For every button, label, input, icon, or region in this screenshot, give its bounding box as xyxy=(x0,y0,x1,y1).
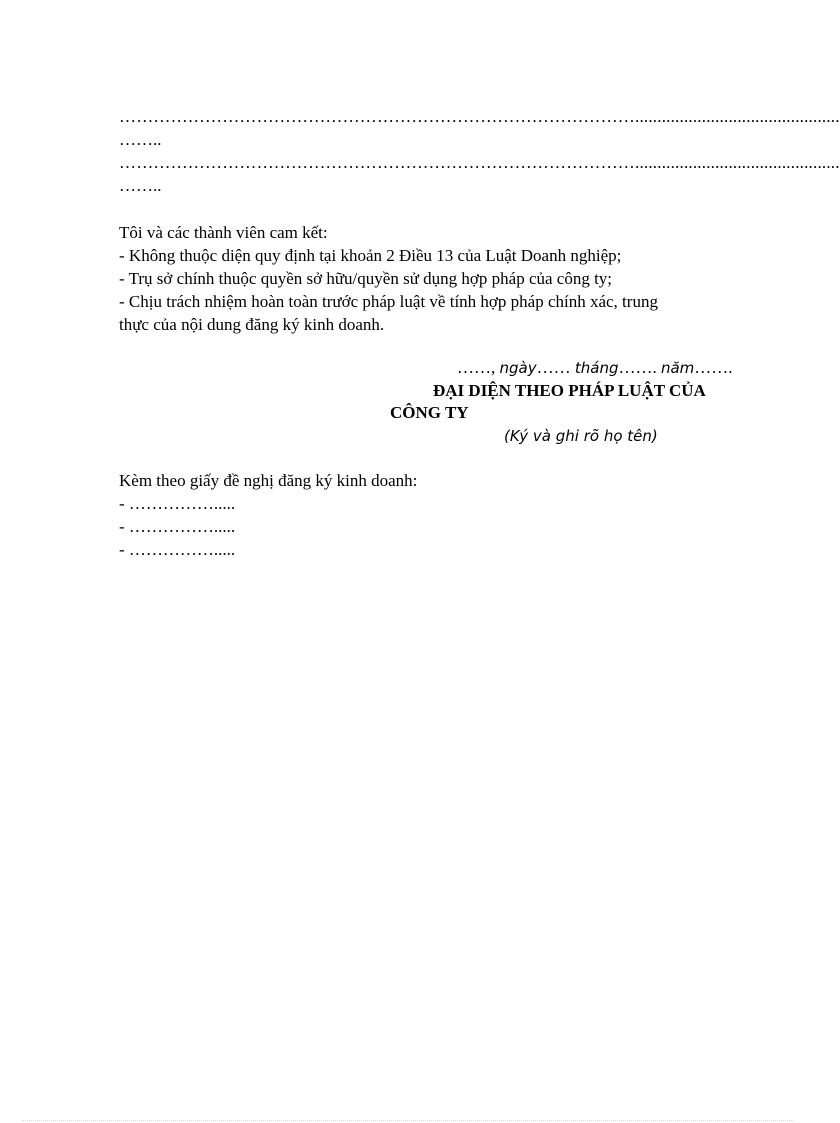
commitment-item-1: - Không thuộc diện quy định tại khoản 2 Điều 13 của Luật Doanh nghiệp; xyxy=(119,246,622,265)
attachment-item: - ……………..... xyxy=(119,540,236,559)
commitment-item-2: - Trụ sở chính thuộc quyền sở hữu/quyền sử dụng hợp pháp của công ty; xyxy=(119,269,613,288)
commitment-section xyxy=(119,221,719,336)
fill-line-1-continuation: …….. xyxy=(119,130,162,149)
page-bottom-divider xyxy=(22,1120,794,1121)
date-thang-label: tháng xyxy=(574,359,619,377)
commitment-item-3-line-1: - Chịu trách nhiệm hoàn toàn trước pháp luật về tính hợp pháp chính xác, trung xyxy=(119,292,658,311)
signature-date-line xyxy=(457,356,733,380)
date-month-blank: ……. xyxy=(618,358,661,377)
date-nam-label: năm xyxy=(660,359,695,377)
attachments-section xyxy=(119,469,417,561)
signature-title-line-1: ĐẠI DIỆN THEO PHÁP LUẬT CỦA xyxy=(433,381,706,400)
commitment-item-3-line-2: thực của nội dung đăng ký kinh doanh. xyxy=(119,315,385,334)
date-year-blank: ……. xyxy=(694,358,733,377)
date-prefix: ……, xyxy=(457,358,500,377)
date-ngay-label: ngày xyxy=(499,359,537,377)
fill-line-2: ……………………………………………………………………………….............................................. xyxy=(119,153,840,172)
signature-note: (Ký và ghi rõ họ tên) xyxy=(504,427,658,445)
fill-line-1: ……………………………………………………………………………….............................................. xyxy=(119,107,840,126)
attachment-item: - ……………..... xyxy=(119,494,236,513)
commitment-intro: Tôi và các thành viên cam kết: xyxy=(119,223,328,242)
signature-title-line-2: CÔNG TY xyxy=(390,403,469,422)
fill-line-2-continuation: …….. xyxy=(119,176,162,195)
date-day-blank: …… xyxy=(536,358,575,377)
attachments-heading: Kèm theo giấy đề nghị đăng ký kinh doanh: xyxy=(119,471,418,490)
attachment-item: - ……………..... xyxy=(119,517,236,536)
